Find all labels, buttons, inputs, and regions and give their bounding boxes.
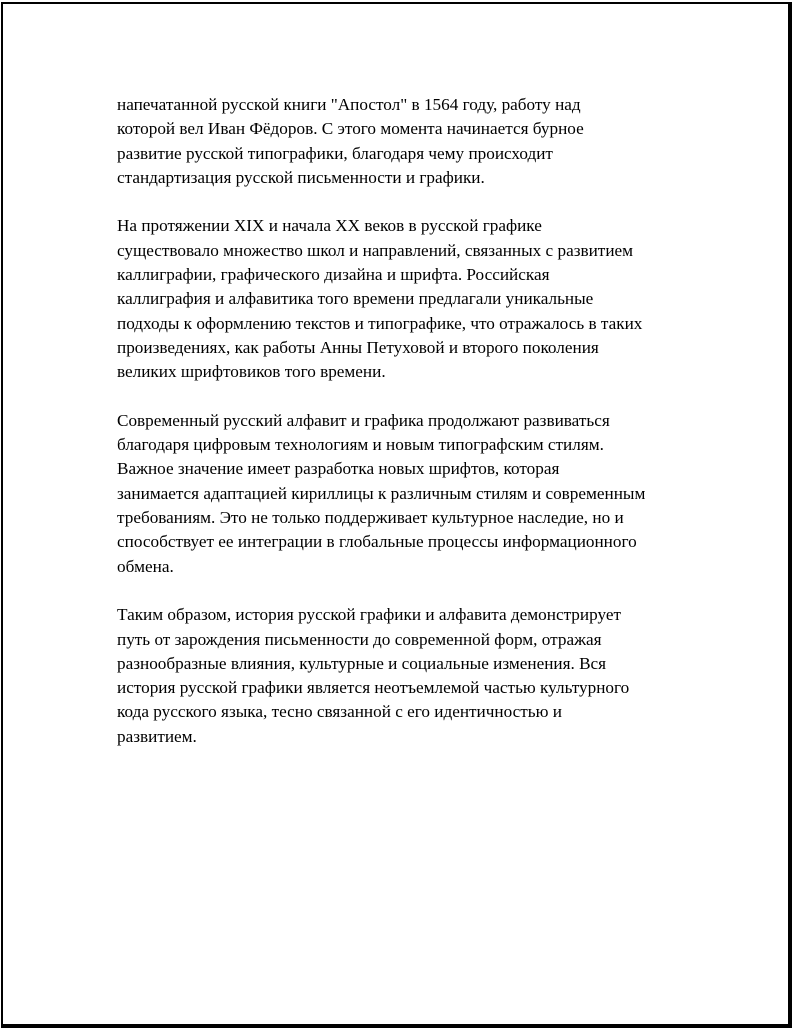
text-line: обмена. [117,556,174,576]
text-line: развитием. [117,726,197,746]
text-line: занимается адаптацией кириллицы к различным стилям и современным [117,483,646,503]
text-line: разнообразные влияния, культурные и социальные изменения. Вся [117,653,607,673]
text-line: кода русского языка, тесно связанной с его идентичностью и [117,702,562,722]
text-line: Современный русский алфавит и графика продолжают развиваться [117,410,610,430]
text-line: подходы к оформлению текстов и типографике, что отражалось в таких [117,313,643,333]
paragraph-1 [117,93,697,190]
text-line: каллиграфия и алфавитика того времени предлагали уникальные [117,289,594,309]
text-line: существовало множество школ и направлений, связанных с развитием [117,240,634,260]
text-line: способствует ее интеграции в глобальные процессы информационного [117,532,637,552]
paragraph-2 [117,214,697,384]
text-line: стандартизация русской письменности и графики. [117,167,485,187]
text-line: Важное значение имеет разработка новых шрифтов, которая [117,459,560,479]
paragraph-4 [117,603,697,749]
text-line: требованиям. Это не только поддерживает культурное наследие, но и [117,508,624,528]
text-line: произведениях, как работы Анны Петуховой и второго поколения [117,337,599,357]
text-line: На протяжении XIX и начала XX веков в русской графике [117,216,542,236]
text-line: история русской графики является неотъемлемой частью культурного [117,678,630,698]
text-line: благодаря цифровым технологиям и новым типографским стилям. [117,435,604,455]
text-line: каллиграфии, графического дизайна и шрифта. Российская [117,265,550,285]
paragraph-3 [117,409,697,579]
text-line: путь от зарождения письменности до современной форм, отражая [117,629,602,649]
text-line: которой вел Иван Фёдоров. С этого момента начинается бурное [117,119,584,139]
text-line: напечатанной русской книги "Апостол" в 1564 году, работу над [117,95,581,114]
text-line: великих шрифтовиков того времени. [117,362,386,382]
document-body [117,93,697,773]
text-line: развитие русской типографики, благодаря чему происходит [117,143,553,163]
text-line: Таким образом, история русской графики и алфавита демонстрирует [117,605,621,625]
